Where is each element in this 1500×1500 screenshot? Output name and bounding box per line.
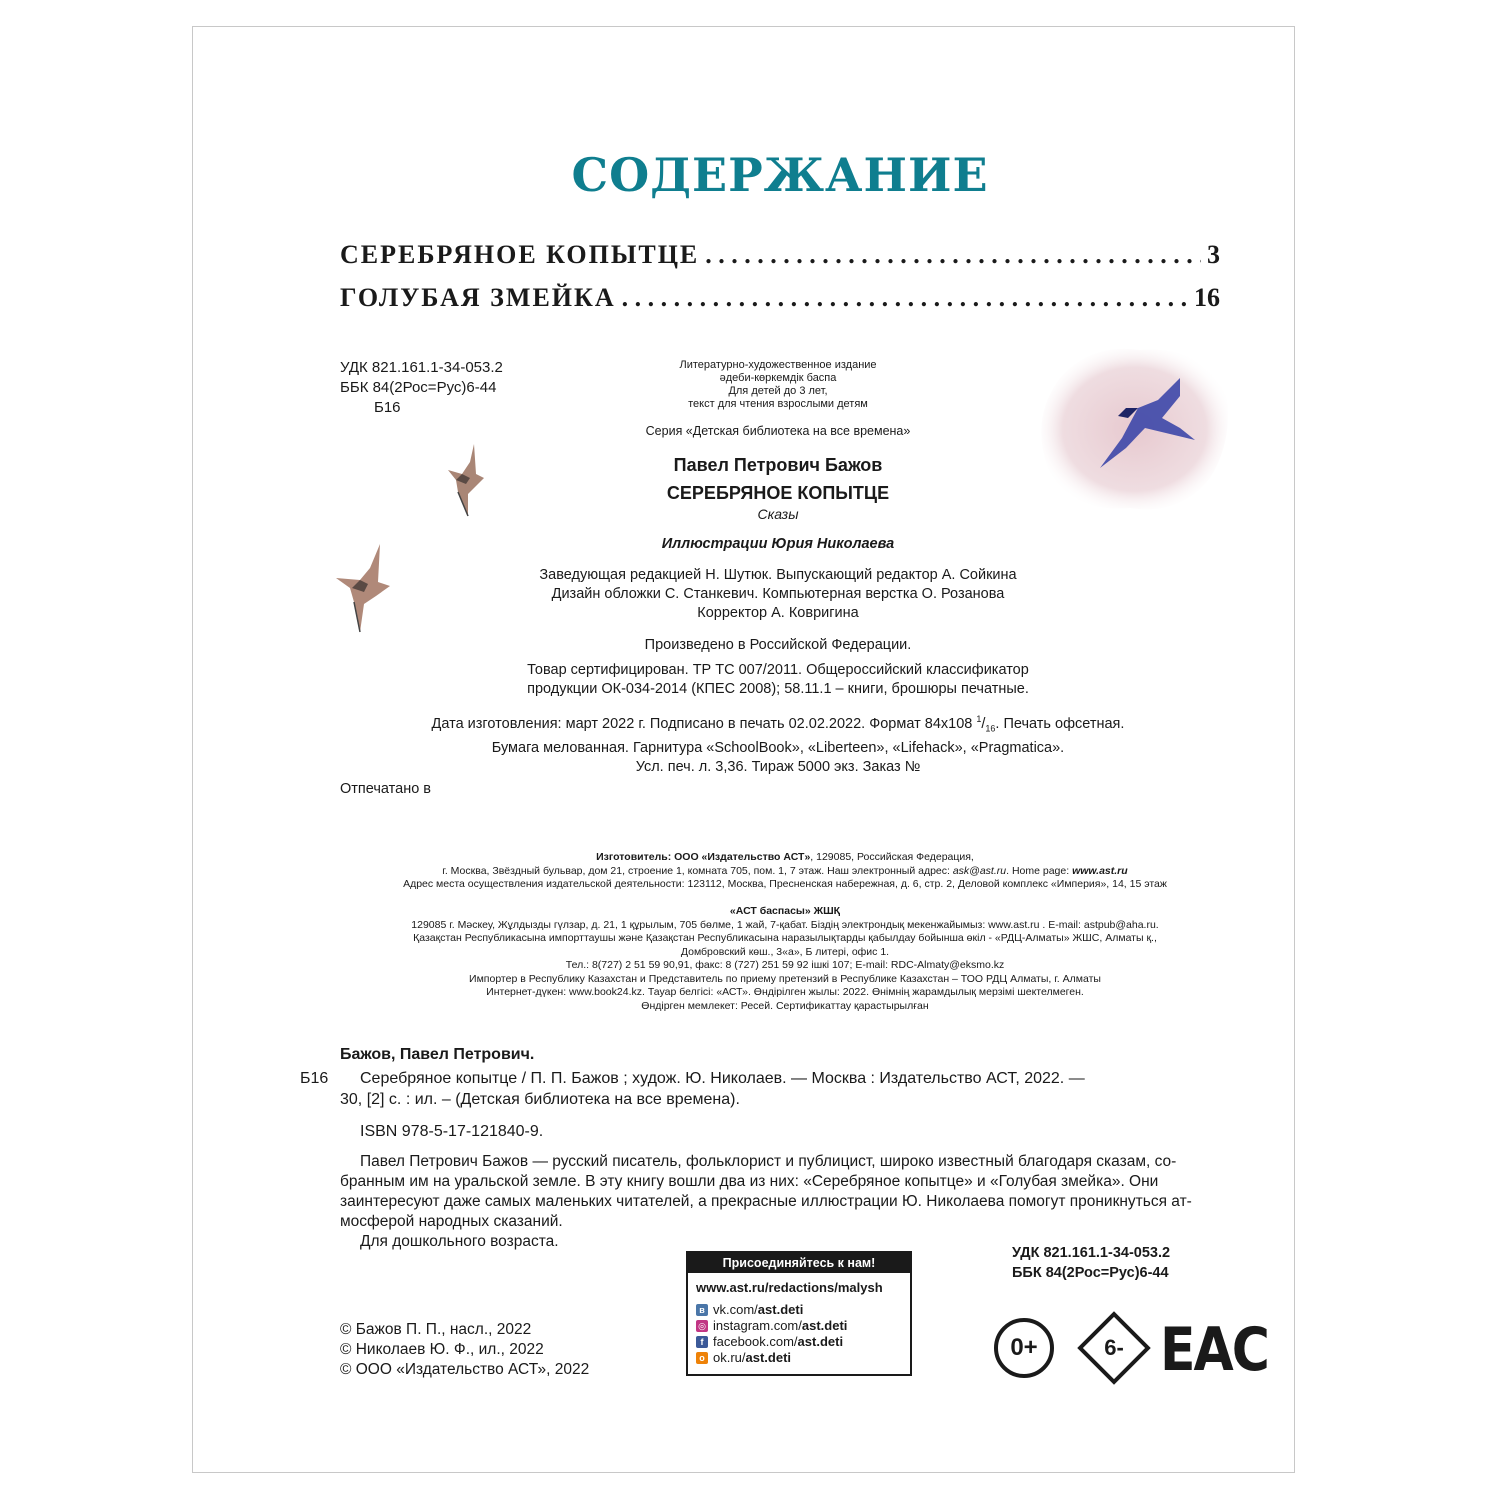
toc-item-title: СЕРЕБРЯНОЕ КОПЫТЦЕ [340,240,700,269]
manufacturer-line: Изготовитель: ООО «Издательство АСТ», 129085, Российская Федерация, [596,851,974,863]
edition-type: Литературно-художественное издание [679,359,877,371]
facebook-icon: f [696,1336,708,1348]
toc-leader-dots [705,240,1201,270]
homepage-link[interactable]: www.ast.ru [1072,864,1128,877]
email-link[interactable]: ask@ast.ru [952,864,1007,877]
staff-line: Корректор А. Ковригина [697,605,859,621]
kz-line: Тел.: 8(727) 2 51 59 90,91, факс: 8 (727) 251 59 92 ішкі 107; E-mail: RDC-Almaty@eksmo.kz [565,959,1005,971]
series-name: Серия «Детская библиотека на все времена» [645,424,911,438]
kz-publisher: «АСТ баспасы» ЖШҚ [729,905,841,917]
paper-line: Бумага мелованная. Гарнитура «SchoolBook», «Liberteen», «Lifehack», «Pragmatica». [491,739,1065,756]
bottom-udk: УДК 821.161.1-34-053.2 [1012,1245,1171,1261]
toc-leader-dots [622,283,1188,313]
certification-line: продукции ОК-034-2014 (КПЕС 2008); 58.11.1 – книги, брошюры печатные. [527,681,1029,697]
copyright-line: © Николаев Ю. Ф., ил., 2022 [340,1341,544,1358]
kz-line: Өндірген мемлекет: Ресей. Сертификаттау қарастырылған [641,999,929,1012]
kz-line: Интернет-дүкен: www.book24.kz. Тауар белгісі: «АСТ». Өндірілген жылы: 2022. Өнімнің жарамдылық мерзімі шектелмеген. [486,986,1084,998]
toc-heading: СОДЕРЖАНИЕ [571,148,989,202]
biblio-line: 30, [2] с. : ил. – (Детская библиотека на все времена). [340,1091,740,1108]
social-link-instagram[interactable]: ◎ instagram.com/ ast.deti [688,1318,910,1334]
instagram-icon: ◎ [696,1320,708,1332]
udk-code: УДК 821.161.1-34-053.2 [340,359,503,376]
kz-line: Импортер в Республику Казахстан и Представитель по приему претензий в Республике Казахстан – ТОО РДЦ Алматы, г. Алматы [469,972,1101,985]
copyright-line: © Бажов П. П., насл., 2022 [340,1321,532,1338]
copyright-line: © ООО «Издательство АСТ», 2022 [340,1361,590,1378]
printed-in: Отпечатано в [340,781,432,797]
annotation-line: заинтересуют даже самых маленьких читателей, а прекрасные иллюстрации Ю. Николаева помогут проникнуться ат- [340,1193,1192,1210]
illustrator: Иллюстрации Юрия Николаева [661,536,895,552]
author-sign: Б16 [374,399,401,416]
ok-icon: о [696,1352,708,1364]
annotation-line: Павел Петрович Бажов — русский писатель, фольклорист и публицист, широко известный благодаря сказам, со- [360,1153,1177,1170]
social-link-facebook[interactable]: f facebook.com/ ast.deti [688,1334,910,1350]
annotation-line: бранным им на уральской земле. В эту книгу вошли два из них: «Серебряное копытце» и «Голубая змейка». Они [340,1173,1159,1190]
vk-icon: в [696,1304,708,1316]
toc-item[interactable] [340,283,1220,313]
toc-item-page: 3 [1207,240,1220,269]
raven-illustration [1030,338,1235,518]
book-title: СЕРЕБРЯНОЕ КОПЫТЦЕ [666,483,890,503]
eac-mark: EAC [1160,1316,1268,1385]
kz-line: 129085 г. Мәскеу, Жұлдызды гүлзар, д. 21, 1 құрылым, 705 бөлме, 1 жай, 7-қабат. Біздің электрондық мекенжайымыз: www.ast.ru . E-mail: astpub@aha.ru. [411,918,1159,931]
annotation-line: мосферой народных сказаний. [340,1213,563,1230]
age-marker-badge: 6- [1076,1310,1152,1386]
website-link[interactable]: www.ast.ru/redactions/malysh [696,1280,883,1295]
annotation-line: Для дошкольного возраста. [360,1233,559,1250]
social-box [686,1251,912,1376]
toc-item-page: 16 [1194,283,1220,312]
print-date-line: Дата изготовления: март 2022 г. Подписано в печать 02.02.2022. Формат 84х108 $^1/_{16}$. Печать офсетная. [431,714,1125,734]
kz-line: Қазақстан Республикасына импорттаушы және Қазақстан Республикасына наразылықтарды қабылдау бойынша өкіл - «РДЦ-Алматы» ЖШС, Алматы қ., [413,932,1157,944]
biblio-author: Бажов, Павел Петрович. [340,1046,535,1063]
edition-type-kz: әдеби-көркемдік баспа [719,372,837,384]
bottom-bbk: ББК 84(2Рос=Рус)6-44 [1012,1265,1169,1281]
book-author: Павел Петрович Бажов [673,455,883,475]
bird-illustration [330,540,395,635]
isbn: ISBN 978-5-17-121840-9. [360,1123,544,1140]
print-run-line: Усл. печ. л. 3,36. Тираж 5000 экз. Заказ № [635,758,921,775]
biblio-line: Серебряное копытце / П. П. Бажов ; худож. Ю. Николаев. — Москва : Издательство АСТ, 2022. — [360,1070,1085,1087]
social-header: Присоединяйтесь к нам! [688,1253,910,1273]
toc-item-title: ГОЛУБАЯ ЗМЕЙКА [340,283,616,312]
bbk-code: ББК 84(2Рос=Рус)6-44 [340,379,497,396]
manufacturer-address: г. Москва, Звёздный бульвар, дом 21, строение 1, комната 705, пом. 1, 7 этаж. Наш электронный адрес: ask@ast.ru. Home page: www.ast.ru [442,864,1128,877]
staff-line: Заведующая редакцией Н. Шутюк. Выпускающий редактор А. Сойкина [539,567,1017,583]
social-link-ok[interactable]: о ok.ru/ ast.deti [688,1350,910,1366]
age-rating-badge: 0+ [994,1318,1054,1378]
kz-line: Домбровский көш., 3«а», Б литері, офис 1. [680,945,890,958]
reading-note: текст для чтения взрослыми детям [688,398,868,410]
made-in: Произведено в Российской Федерации. [644,637,912,653]
certification-line: Товар сертифицирован. ТР ТС 007/2011. Общероссийский классификатор [527,662,1029,678]
social-link-vk[interactable]: в vk.com/ ast.deti [688,1302,910,1318]
age-note: Для детей до 3 лет, [728,385,828,397]
bird-illustration [440,440,490,520]
publishing-address: Адрес места осуществления издательской деятельности: 123112, Москва, Пресненская набережная, д. 6, стр. 2, Деловой комплекс «Империя», 14, 15 этаж [403,878,1167,890]
biblio-code: Б16 [300,1070,329,1087]
book-genre: Сказы [757,506,799,522]
staff-line: Дизайн обложки С. Станкевич. Компьютерная верстка О. Розанова [551,586,1005,602]
toc-item[interactable] [340,240,1220,270]
